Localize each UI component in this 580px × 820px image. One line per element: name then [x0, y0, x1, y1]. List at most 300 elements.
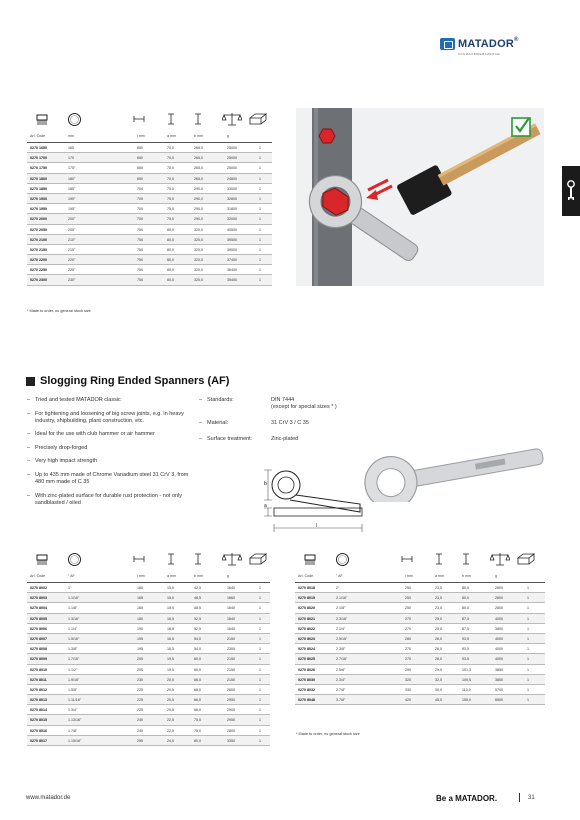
ring-size-icon — [335, 552, 350, 567]
table-cell: 1 — [527, 647, 529, 652]
table-row — [27, 214, 272, 224]
table-cell: 37400 — [227, 258, 237, 263]
table-cell: 265,0 — [194, 146, 203, 150]
article-code: 0270 8002 — [30, 586, 47, 590]
table-cell: 60,0 — [194, 657, 201, 662]
table-row — [27, 204, 272, 214]
table-cell: 2.3/16" — [336, 616, 348, 621]
table-cell: 5700 — [495, 687, 503, 692]
table-cell: 23,5 — [435, 586, 442, 590]
footer-url[interactable]: www.matador.de — [26, 795, 71, 801]
article-code: 0270 8020 — [298, 606, 315, 611]
table-cell: 1 — [259, 586, 261, 590]
spanner-photo — [356, 442, 546, 502]
table-cell: 270 — [405, 657, 411, 662]
table-cell: 26,0 — [435, 657, 442, 662]
feature-item: – Precisely drop-forged — [27, 445, 197, 452]
table-cell: 3800 — [495, 626, 503, 631]
article-code: 0270 1850 — [30, 186, 47, 191]
table-cell: 1.11/16" — [68, 698, 81, 703]
table-cell: 330 — [405, 687, 411, 692]
table-cell: 1.15/16" — [68, 738, 82, 743]
table-cell: 101,3 — [462, 667, 471, 672]
table-cell: 160 — [137, 586, 143, 590]
article-code: 0270 1800 — [30, 176, 47, 181]
table-cell: 175° — [68, 166, 76, 171]
article-code: 0270 8030 — [298, 677, 315, 682]
table-cell: 66,0 — [194, 687, 201, 692]
table-cell: 1 — [259, 217, 261, 222]
table-cell: 750 — [137, 247, 143, 252]
table-cell: 1 — [259, 146, 261, 150]
table-row — [27, 153, 272, 163]
table-cell: 290,0 — [194, 207, 203, 212]
bottom-left-header — [27, 571, 270, 583]
table-cell: 54,0 — [194, 647, 201, 652]
table-cell: 1 — [259, 596, 261, 601]
table-cell: 1640 — [227, 626, 235, 631]
chapter-tab — [562, 166, 580, 216]
article-code: 0270 8048 — [298, 698, 315, 703]
table-cell: 52,5 — [194, 616, 201, 621]
table-cell: 80,0 — [167, 278, 174, 283]
table-cell: 48,5 — [194, 606, 201, 611]
table-row — [295, 654, 545, 664]
table-cell: 1 — [527, 687, 529, 692]
table-cell: 700 — [137, 186, 143, 191]
table-cell: 93,5 — [462, 647, 469, 652]
table-cell: 165 — [137, 606, 143, 611]
col-g: g — [227, 134, 229, 138]
feature-list — [27, 397, 197, 513]
table-cell: 24,0 — [167, 738, 174, 743]
table-cell: 25000 — [227, 146, 237, 150]
table-cell: 2.5/8" — [336, 667, 346, 672]
table-cell: 290,0 — [194, 217, 203, 222]
table-cell: 1 — [259, 247, 261, 252]
table-cell: 109,5 — [462, 677, 471, 682]
article-code: 0270 2050 — [30, 227, 47, 232]
table-cell: 1660 — [227, 596, 235, 601]
table-cell: 1 — [527, 667, 529, 672]
brand-name: MATADOR — [458, 38, 514, 50]
table-cell: 26,0 — [435, 636, 442, 641]
table-cell: 80,0 — [462, 596, 469, 601]
table-cell: 60,0 — [194, 667, 201, 672]
bottom-left-body — [27, 583, 270, 746]
table-cell: 1 — [527, 636, 529, 641]
table-cell: 1.1/16" — [68, 596, 80, 601]
table-cell: 48,5 — [194, 596, 201, 601]
table-cell: 16,5 — [167, 647, 174, 652]
table-cell: 4000 — [495, 657, 503, 662]
table-cell: 270 — [405, 626, 411, 631]
table-cell: 650 — [137, 146, 143, 150]
table-cell: 70,0 — [167, 146, 174, 150]
table-cell: 52,5 — [194, 626, 201, 631]
table-cell: 45,0 — [435, 698, 442, 703]
table-cell: 16,5 — [167, 636, 174, 641]
package-icon — [249, 553, 267, 565]
bottom-right-icons — [295, 551, 545, 571]
dim-label-l: l — [316, 523, 318, 529]
table-cell: 1 — [259, 738, 261, 743]
table-cell: 32000 — [227, 217, 237, 222]
article-code: 0270 8005 — [30, 616, 47, 621]
table-cell: 1.5/16" — [68, 636, 80, 641]
table-cell: 240 — [137, 718, 143, 723]
table-cell: 250 — [405, 606, 411, 611]
table-cell: 1.3/16" — [68, 616, 80, 621]
table-cell: 1 — [259, 156, 261, 161]
table-row — [27, 235, 272, 245]
dimension-drawing — [260, 468, 370, 536]
table-cell: 75,0 — [194, 718, 201, 723]
table-row — [27, 675, 270, 685]
table-row — [27, 225, 272, 235]
col-g: g — [495, 574, 497, 578]
table-cell: 1.7/8" — [68, 728, 78, 733]
table-cell: 750 — [137, 227, 143, 232]
article-code: 0270 8013 — [30, 698, 47, 703]
spec-value: DIN 7444 — [271, 397, 295, 403]
bottom-right-body — [295, 583, 545, 705]
spec-value-note: (except for special sizes * ) — [271, 404, 337, 410]
table-cell: 23,5 — [435, 596, 442, 601]
table-cell: 3.7/8" — [336, 698, 346, 703]
table-cell: 180° — [68, 176, 76, 181]
table-row — [295, 614, 545, 624]
table-cell: 1.3/4" — [68, 708, 78, 713]
table-row — [27, 685, 270, 695]
table-cell: 54,0 — [194, 636, 201, 641]
table-cell: 80,0 — [167, 258, 174, 263]
article-code: 0270 8022 — [298, 626, 315, 631]
table-cell: 250 — [405, 596, 411, 601]
dim-label-b: b — [264, 481, 267, 487]
table-cell: 2150 — [227, 636, 235, 641]
brush-icon — [35, 113, 49, 127]
table-row — [27, 265, 272, 275]
table-row — [27, 583, 270, 593]
table-cell: 110,0 — [462, 687, 471, 692]
table-cell: 1 — [259, 698, 261, 703]
table-cell: 290 — [405, 667, 411, 672]
brush-icon — [35, 553, 49, 567]
table-cell: 25000 — [227, 156, 237, 161]
table-cell: 70,0 — [167, 156, 174, 161]
table-cell: 3850 — [495, 667, 503, 672]
table-cell: 205 — [137, 667, 143, 672]
table-cell: 265,0 — [194, 176, 203, 181]
table-cell: 4000 — [495, 647, 503, 652]
table-row — [295, 624, 545, 634]
article-code: 0270 8006 — [30, 626, 47, 631]
table-cell: 70,0 — [167, 166, 174, 171]
table-cell: 420 — [405, 698, 411, 703]
article-code: 0270 2150 — [30, 247, 47, 252]
table-cell: 1 — [259, 606, 261, 611]
feature-item: – For tightening and loosening of big screw joints, e.g. in heavy industry, shipbuilding, plant construction, etc. — [27, 411, 197, 425]
table-cell: 195 — [137, 647, 143, 652]
table-cell: 1.3/8" — [68, 647, 78, 652]
spec-value: 31 CrV 3 / C 35 — [271, 420, 309, 426]
table-row — [27, 705, 270, 715]
table-cell: 2800 — [495, 596, 503, 601]
table-cell: 20,5 — [167, 687, 174, 692]
table-cell: 3350 — [227, 738, 235, 743]
table-row — [27, 644, 270, 654]
article-code: 0270 2000 — [30, 217, 47, 222]
table-cell: 180 — [137, 616, 143, 621]
article-code: 0270 8011 — [30, 677, 47, 682]
brush-icon — [303, 553, 317, 567]
table-cell: 700 — [137, 196, 143, 201]
article-code: 0270 8018 — [298, 586, 315, 590]
table-cell: 1 — [527, 606, 529, 611]
table-cell: 750 — [137, 258, 143, 263]
table-cell: 2600 — [227, 687, 235, 692]
table-cell: 1" — [68, 586, 72, 590]
table-cell: 1 — [259, 626, 261, 631]
spec-label: – Material: — [199, 420, 228, 427]
table-cell: 2800 — [495, 606, 503, 611]
table-cell: 1 — [259, 278, 261, 283]
table-cell: 20,0 — [167, 677, 174, 682]
table-cell: 170 — [68, 156, 74, 161]
article-code: 0270 1900 — [30, 196, 47, 201]
spec-label: – Standards: — [199, 397, 234, 404]
table-cell: 650 — [137, 166, 143, 171]
table-cell: 19,5 — [167, 667, 174, 672]
table-cell: 320,0 — [194, 258, 203, 263]
table-cell: 26,0 — [435, 647, 442, 652]
table-cell: 66,0 — [194, 698, 201, 703]
table-cell: 80,0 — [167, 247, 174, 252]
col-a: a mm — [435, 574, 444, 578]
table-cell: 1 — [259, 667, 261, 672]
table-cell: 320,0 — [194, 237, 203, 242]
top-table-header — [27, 131, 272, 143]
table-row — [27, 593, 270, 603]
table-cell: 4000 — [495, 616, 503, 621]
table-cell: 93,5 — [462, 636, 469, 641]
table-cell: 700 — [137, 217, 143, 222]
article-code: 0270 8007 — [30, 636, 47, 641]
table-cell: 15,0 — [167, 586, 174, 590]
table-cell: 87,5 — [462, 626, 469, 631]
table-cell: 75,0 — [167, 186, 174, 191]
table-cell: 1 — [259, 196, 261, 201]
spec-value: Zinc-plated — [271, 436, 299, 442]
table-cell: 2.3/8" — [336, 647, 346, 652]
table-row — [295, 603, 545, 613]
table-cell: 1 — [259, 657, 261, 662]
feature-item: – Up to 435 mm made of Chrome Vanadium steel 31 CrV 3, from 480 mm made of C 35 — [27, 472, 197, 486]
table-cell: 93,5 — [462, 657, 469, 662]
table-row — [27, 174, 272, 184]
width-b-icon — [463, 553, 469, 565]
table-row — [27, 143, 272, 153]
table-cell: 80,0 — [167, 227, 174, 232]
thickness-a-icon — [436, 553, 442, 565]
table-cell: 225 — [137, 687, 143, 692]
article-code: 0270 8016 — [30, 728, 47, 733]
usage-illustration — [296, 108, 544, 286]
table-cell: 1 — [527, 677, 529, 682]
top-table-icons — [27, 111, 272, 131]
package-icon — [249, 113, 267, 125]
article-code: 0270 8017 — [30, 738, 47, 743]
table-cell: 265,0 — [194, 156, 203, 161]
article-code: 0270 8024 — [298, 647, 315, 652]
table-cell: 750 — [137, 278, 143, 283]
table-cell: 1 — [527, 596, 529, 601]
ring-size-icon — [67, 552, 82, 567]
table-cell: 2150 — [227, 657, 235, 662]
table-cell: 2300 — [227, 647, 235, 652]
table-cell: 1 — [259, 647, 261, 652]
table-cell: 20,5 — [167, 708, 174, 713]
table-cell: 4000 — [495, 636, 503, 641]
table-cell: 2.1/16" — [336, 596, 348, 601]
table-cell: 290,0 — [194, 186, 203, 191]
table-cell: 190° — [68, 196, 76, 201]
table-cell: 1 — [259, 268, 261, 273]
table-cell: 225 — [137, 708, 143, 713]
table-cell: 1 — [527, 657, 529, 662]
footer-divider — [519, 793, 520, 802]
table-cell: 230° — [68, 278, 76, 283]
col-code: Art. Code — [298, 574, 314, 578]
col-b: b mm — [194, 574, 203, 578]
table-cell: 215° — [68, 247, 76, 252]
brand-registered: ® — [513, 37, 519, 43]
table-cell: 320,0 — [194, 268, 203, 273]
table-cell: 1640 — [227, 586, 235, 590]
table-cell: 1640 — [227, 606, 235, 611]
table-cell: 210° — [68, 237, 76, 242]
bottom-right-note: * Made to order, no general stock size — [296, 732, 360, 736]
table-row — [295, 685, 545, 695]
table-cell: 31800 — [227, 207, 237, 212]
table-cell: 1 — [259, 176, 261, 181]
table-cell: 39500 — [227, 237, 237, 242]
col-size: " AF — [336, 574, 343, 578]
package-icon — [517, 553, 535, 565]
bottom-right-table — [295, 551, 545, 705]
table-cell: 320,0 — [194, 227, 203, 232]
width-b-icon — [195, 113, 201, 125]
table-cell: 240 — [137, 728, 143, 733]
table-cell: 87,5 — [462, 616, 469, 621]
table-row — [27, 245, 272, 255]
table-cell: 265,0 — [194, 166, 203, 171]
spanner-icon — [565, 180, 577, 202]
table-cell: 66,0 — [194, 708, 201, 713]
top-table-body — [27, 143, 272, 286]
table-cell: 230 — [137, 677, 143, 682]
scale-icon — [222, 112, 242, 126]
col-a: a mm — [167, 134, 176, 138]
table-row — [27, 726, 270, 736]
dim-label-a: a — [264, 503, 267, 509]
brand-logo — [440, 37, 519, 51]
table-cell: 1.7/16" — [68, 657, 80, 662]
table-cell: 1.1/2" — [68, 667, 78, 672]
table-cell: 24800 — [227, 176, 237, 181]
table-cell: 23,5 — [435, 606, 442, 611]
table-row — [27, 163, 272, 173]
article-code: 0270 8004 — [30, 606, 47, 611]
table-cell: 320,0 — [194, 278, 203, 283]
table-row — [295, 675, 545, 685]
bottom-left-icons — [27, 551, 270, 571]
table-cell: 2150 — [227, 667, 235, 672]
table-cell: 75,0 — [194, 728, 201, 733]
table-cell: 40500 — [227, 227, 237, 232]
table-cell: 200° — [68, 217, 76, 222]
col-size: mm — [68, 134, 74, 138]
table-cell: 290,0 — [194, 196, 203, 201]
table-cell: 2800 — [227, 728, 235, 733]
article-code: 0270 8009 — [30, 657, 47, 662]
table-cell: 20,5 — [167, 698, 174, 703]
article-code: 0270 8032 — [298, 687, 315, 692]
table-cell: 225 — [137, 698, 143, 703]
table-cell: 16,5 — [167, 626, 174, 631]
table-cell: 35400 — [227, 278, 237, 283]
table-cell: 75,0 — [167, 217, 174, 222]
table-cell: 270 — [405, 616, 411, 621]
article-code: 0270 8012 — [30, 687, 47, 692]
article-code: 0270 8025 — [298, 657, 315, 662]
table-cell: 33000 — [227, 186, 237, 191]
table-cell: 22,5 — [167, 718, 174, 723]
col-code: Art. Code — [30, 574, 46, 578]
col-code: Art. Code — [30, 134, 46, 138]
width-b-icon — [195, 553, 201, 565]
article-code: 0270 1950 — [30, 207, 47, 212]
ring-size-icon — [67, 112, 82, 127]
table-cell: 2900 — [227, 708, 235, 713]
article-code: 0270 8010 — [30, 667, 47, 672]
table-cell: 80,0 — [462, 586, 469, 590]
article-code: 0270 8003 — [30, 596, 47, 601]
article-code: 0270 8014 — [30, 708, 47, 713]
col-g: g — [227, 574, 229, 578]
table-row — [295, 593, 545, 603]
hammer-spanner-illustration — [296, 108, 544, 286]
table-cell: 1 — [259, 718, 261, 723]
scale-icon — [490, 552, 510, 566]
table-cell: 22,5 — [167, 728, 174, 733]
table-cell: 80,0 — [462, 606, 469, 611]
article-code: 0270 8021 — [298, 616, 315, 621]
table-cell: 220° — [68, 258, 76, 263]
table-cell: 75,0 — [167, 196, 174, 201]
table-cell: 320,0 — [194, 247, 203, 252]
scale-icon — [222, 552, 242, 566]
col-b: b mm — [462, 574, 471, 578]
col-b: b mm — [194, 134, 203, 138]
table-cell: 2.3/4" — [336, 677, 346, 682]
table-cell: 1 — [259, 616, 261, 621]
top-table-note: * Made to order, no general stock size — [27, 309, 91, 313]
table-cell: 190 — [137, 626, 143, 631]
table-cell: 1 — [527, 586, 529, 590]
table-cell: 750 — [137, 237, 143, 242]
